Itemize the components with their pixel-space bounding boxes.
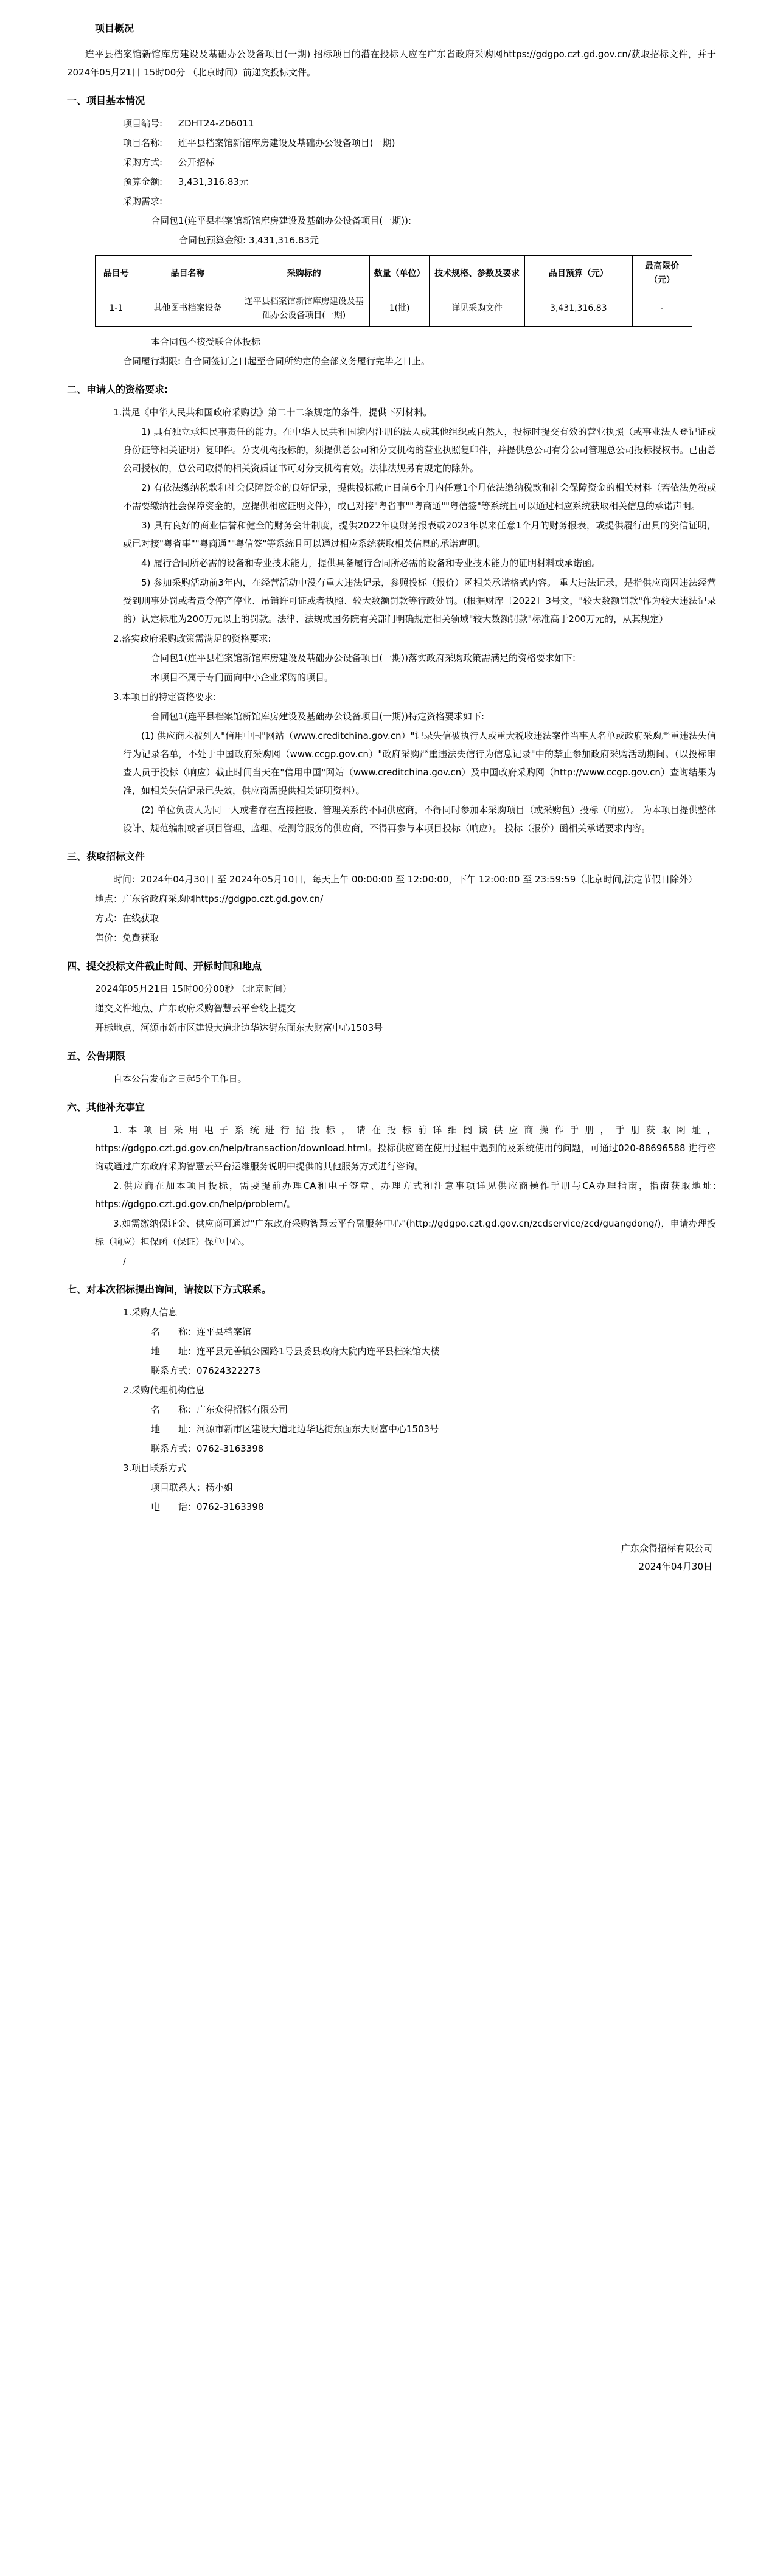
th-item-budget: 品目预算（元） bbox=[525, 256, 633, 291]
cell-item-no: 1-1 bbox=[96, 291, 137, 327]
获取时间-row bbox=[67, 870, 716, 888]
project-code-value: ZDHT24-Z06011 bbox=[178, 118, 254, 130]
th-max-price: 最高限价（元） bbox=[632, 256, 692, 291]
project-contact-tel-row bbox=[67, 1498, 716, 1516]
demand-label: 采购需求: bbox=[123, 196, 163, 207]
th-item-no: 品目号 bbox=[96, 256, 137, 291]
agency-name-value: 广东众得招标有限公司 bbox=[197, 1404, 288, 1415]
purchaser-name-value: 连平县档案馆 bbox=[197, 1326, 252, 1337]
qualification-item-1-2: 2) 有依法缴纳税款和社会保障资金的良好记录，提供投标截止日前6个月内任意1个月依法缴纳税款和社会保障资金的相关材料（若依法免税或不需要缴纳社会保障资金的，应提供相应证明文件），或已对接"粤省事""粤商通""粤信签"等系统且可以通过相应系统获取相关信息的承诺声明。 bbox=[123, 482, 716, 511]
agency-name-row bbox=[67, 1401, 716, 1419]
procure-method-label: 采购方式: bbox=[123, 157, 163, 168]
budget-label: 预算金额: bbox=[123, 176, 163, 188]
cell-quantity: 1(批) bbox=[370, 291, 430, 327]
get-time-label: 时间： bbox=[113, 873, 141, 885]
get-price-label: 售价： bbox=[95, 932, 123, 943]
bid-submit-location: 递交文件地点、广东政府采购智慧云平台线上提交 bbox=[95, 1002, 296, 1014]
project-contact-person-value: 杨小姐 bbox=[206, 1481, 234, 1493]
cell-spec: 详见采购文件 bbox=[430, 291, 525, 327]
cell-item-name: 其他图书档案设备 bbox=[137, 291, 238, 327]
footer-company: 广东众得招标有限公司 bbox=[621, 1542, 712, 1554]
get-addr-value: 广东省政府采购网https://gdgpo.czt.gd.gov.cn/ bbox=[122, 893, 324, 904]
section-heading-7: 七、对本次招标提出询问，请按以下方式联系。 bbox=[67, 1283, 272, 1295]
project-contact-tel-value: 0762-3163398 bbox=[197, 1501, 264, 1512]
purchaser-tel-value: 07624322273 bbox=[197, 1365, 260, 1376]
supplementary-item-4: / bbox=[123, 1255, 127, 1267]
agency-name-label: 名 称： bbox=[151, 1404, 197, 1415]
project-contact-tel-label: 电 话： bbox=[151, 1501, 197, 1512]
qualification-item-1: 1.满足《中华人民共和国政府采购法》第二十二条规定的条件，提供下列材料。 bbox=[113, 406, 433, 418]
purchaser-tel-row bbox=[67, 1362, 716, 1380]
qualification-item-1-5: 5) 参加采购活动前3年内，在经营活动中没有重大违法记录，参照投标（报价）函相关承诺格式内容。 重大违法记录，是指供应商因违法经营受到刑事处罚或者责令停产停业、吊销许可证或者执照、较大数额罚款等行政处罚。(根据财库〔2022〕3号文，"较大数额罚款"作为较大违法记录的）认定标准为200万元以上的罚款。法律、法规或国务院有关部门明确规定相关领域"较大数额罚款"标准高于200万元的，从其规定） bbox=[123, 576, 716, 625]
qualification-item-3-2: (2) 单位负责人为同一人或者存在直接控股、管理关系的不同供应商，不得同时参加本采购项目（或采购包）投标（响应）。 为本项目提供整体设计、规范编制或者项目管理、监理、检测等服务的供应商，不得再参与本项目投标（响应）。 投标（报价）函相关承诺要求内容。 bbox=[123, 804, 716, 834]
purchaser-addr-row bbox=[67, 1342, 716, 1360]
qualification-item-2-note: 本项目不属于专门面向中小企业采购的项目。 bbox=[151, 671, 334, 683]
section-heading-3: 三、获取招标文件 bbox=[67, 850, 145, 862]
project-contact-person-row bbox=[67, 1478, 716, 1497]
获取方式-row bbox=[67, 909, 716, 927]
budget-row bbox=[67, 173, 716, 191]
purchaser-info-heading: 1.采购人信息 bbox=[123, 1306, 178, 1318]
agency-addr-row bbox=[67, 1420, 716, 1438]
intro-paragraph: 连平县档案馆新馆库房建设及基础办公设备项目(一期) 招标项目的潜在投标人应在广东省政府采购网https://gdgpo.czt.gd.gov.cn/获取招标文件，并于 2024年05月21日 15时00分 （北京时间）前递交投标文件。 bbox=[67, 49, 716, 78]
purchaser-addr-label: 地 址： bbox=[151, 1345, 197, 1357]
contract-period-note: 合同履行期限: 自合同签订之日起至合同所约定的全部义务履行完毕之日止。 bbox=[123, 355, 430, 367]
supplementary-item-3: 3.如需缴纳保证金、供应商可通过"广东政府采购智慧云平台融服务中心"(http://gdgpo.czt.gd.gov.cn/zcdservice/zcd/guangdong/)，申请办理投标（响应）担保函（保证）保单中心。 bbox=[95, 1217, 716, 1247]
获取地点-row bbox=[67, 890, 716, 908]
th-quantity: 数量（单位） bbox=[370, 256, 430, 291]
announcement-period: 自本公告发布之日起5个工作日。 bbox=[113, 1073, 247, 1084]
procure-method-value: 公开招标 bbox=[178, 157, 215, 168]
qualification-item-2: 2.落实政府采购政策需满足的资格要求: bbox=[113, 632, 271, 644]
qualification-item-3-1: (1) 供应商未被列入"信用中国"网站（www.creditchina.gov.cn）"记录失信被执行人或重大税收违法案件当事人名单或政府采购严重违法失信行为记录名单，不处于中国政府采购网（www.ccgp.gov.cn）"政府采购严重违法失信行为信息记录"中的禁止参加政府采购活动期间。（以投标审查人员于投标（响应）截止时间当天在"信用中国"网站（www.creditchina.gov.cn）及中国政府采购网（http://www.ccgp.gov.cn）查询结果为准，如相关失信记录已失效，供应商需提供相关证明资料）。 bbox=[123, 730, 716, 796]
th-purchase-target: 采购标的 bbox=[238, 256, 370, 291]
cell-purchase-target: 连平县档案馆新馆库房建设及基础办公设备项目(一期) bbox=[238, 291, 370, 327]
agency-info-heading: 2.采购代理机构信息 bbox=[123, 1384, 205, 1396]
package-line: 合同包1(连平县档案馆新馆库房建设及基础办公设备项目(一期)): bbox=[151, 215, 412, 227]
section-heading-6: 六、其他补充事宜 bbox=[67, 1101, 145, 1113]
section-heading-5: 五、公告期限 bbox=[67, 1050, 126, 1062]
supplementary-item-1: 1.本项目采用电子系统进行招投标，请在投标前详细阅读供应商操作手册，手册获取网址，https://gdgpo.czt.gd.gov.cn/help/transaction/download.html。投标供应商在使用过程中遇到的及系统使用的问题，可通过020-88696588 进行咨询或通过广东政府采购智慧云平台运维服务说明中提供的其他服务方式进行咨询。 bbox=[95, 1124, 716, 1172]
qualification-item-1-4: 4) 履行合同所必需的设备和专业技术能力，提供具备履行合同所必需的设备和专业技术能力的证明材料或承诺函。 bbox=[141, 557, 601, 569]
purchaser-tel-label: 联系方式： bbox=[151, 1365, 197, 1376]
project-contact-heading: 3.项目联系方式 bbox=[123, 1462, 187, 1473]
bid-open-location: 开标地点、河源市新市区建设大道北边华达街东面东大财富中心1503号 bbox=[95, 1022, 383, 1033]
agency-tel-label: 联系方式： bbox=[151, 1442, 197, 1454]
budget-value: 3,431,316.83元 bbox=[178, 176, 248, 188]
procurement-items-table bbox=[95, 255, 692, 327]
section-heading-2: 二、申请人的资格要求: bbox=[67, 383, 169, 395]
get-way-label: 方式： bbox=[95, 912, 123, 924]
project-code-row bbox=[67, 114, 716, 133]
purchaser-name-label: 名 称： bbox=[151, 1326, 197, 1337]
project-code-label: 项目编号: bbox=[123, 118, 163, 130]
footer-date: 2024年04月30日 bbox=[638, 1560, 712, 1572]
qualification-item-3: 3.本项目的特定资格要求: bbox=[113, 691, 217, 702]
agency-addr-value: 河源市新市区建设大道北边华达街东面东大财富中心1503号 bbox=[197, 1423, 439, 1435]
project-name-label: 项目名称: bbox=[123, 137, 163, 149]
agency-addr-label: 地 址： bbox=[151, 1423, 197, 1435]
page-title: 项目概况 bbox=[95, 23, 134, 34]
cell-max-price: - bbox=[632, 291, 692, 327]
售价-row bbox=[67, 929, 716, 947]
package-budget-line: 合同包预算金额: 3,431,316.83元 bbox=[179, 235, 319, 246]
get-way-value: 在线获取 bbox=[122, 912, 159, 924]
th-item-name: 品目名称 bbox=[137, 256, 238, 291]
project-contact-person-label: 项目联系人： bbox=[151, 1481, 206, 1493]
get-time-value: 2024年04月30日 至 2024年05月10日，每天上午 00:00:00 至 12:00:00，下午 12:00:00 至 23:59:59（北京时间,法定节假日除外） bbox=[141, 873, 698, 885]
section-heading-1: 一、项目基本情况 bbox=[67, 95, 145, 107]
project-name-row bbox=[67, 134, 716, 152]
purchaser-name-row bbox=[67, 1323, 716, 1341]
get-price-value: 免费获取 bbox=[122, 932, 159, 943]
qualification-item-1-3: 3) 具有良好的商业信誉和健全的财务会计制度，提供2022年度财务报表或2023年以来任意1个月的财务报表，或提供履行出具的资信证明，或已对接"粤省事""粤商通""粤信签"等系统且可以通过相应系统获取相关信息的承诺声明。 bbox=[123, 519, 716, 549]
table-row bbox=[96, 291, 692, 327]
procure-method-row bbox=[67, 153, 716, 171]
purchaser-addr-value: 连平县元善镇公园路1号县委县政府大院内连平县档案馆大楼 bbox=[197, 1345, 440, 1357]
supplementary-item-2: 2.供应商在加本项目投标，需要提前办理CA和电子签章、办理方式和注意事项详见供应商操作手册与CA办理指南，指南获取地址: https://gdgpo.czt.gd.gov.cn/help/problem/。 bbox=[95, 1180, 716, 1210]
th-spec: 技术规格、参数及要求 bbox=[430, 256, 525, 291]
qualification-item-3-package: 合同包1(连平县档案馆新馆库房建设及基础办公设备项目(一期))特定资格要求如下: bbox=[151, 710, 485, 722]
section-heading-4: 四、提交投标文件截止时间、开标时间和地点 bbox=[67, 960, 262, 972]
get-addr-label: 地点： bbox=[95, 893, 123, 904]
cell-item-budget: 3,431,316.83 bbox=[525, 291, 633, 327]
project-name-value: 连平县档案馆新馆库房建设及基础办公设备项目(一期) bbox=[178, 137, 395, 149]
agency-tel-value: 0762-3163398 bbox=[197, 1442, 264, 1454]
bid-deadline: 2024年05月21日 15时00分00秒 （北京时间） bbox=[95, 983, 292, 994]
qualification-item-1-1: 1) 具有独立承担民事责任的能力。在中华人民共和国境内注册的法人或其他组织或自然人，投标时提交有效的营业执照（或事业法人登记证或身份证等相关证明）复印件。分支机构投标的，须提供总公司和分支机构的营业执照复印件，并提供总公司有分公司管理总公司投标授权书。已由总公司授权的，总公司取得的相关资质证书可对分支机构有效。法律法规另有规定的除外。 bbox=[123, 426, 717, 474]
agency-tel-row bbox=[67, 1439, 716, 1458]
qualification-item-2-package: 合同包1(连平县档案馆新馆库房建设及基础办公设备项目(一期))落实政府采购政策需满足的资格要求如下: bbox=[151, 652, 576, 663]
no-consortium-note: 本合同包不接受联合体投标 bbox=[151, 336, 261, 347]
table-header-row bbox=[96, 256, 692, 291]
